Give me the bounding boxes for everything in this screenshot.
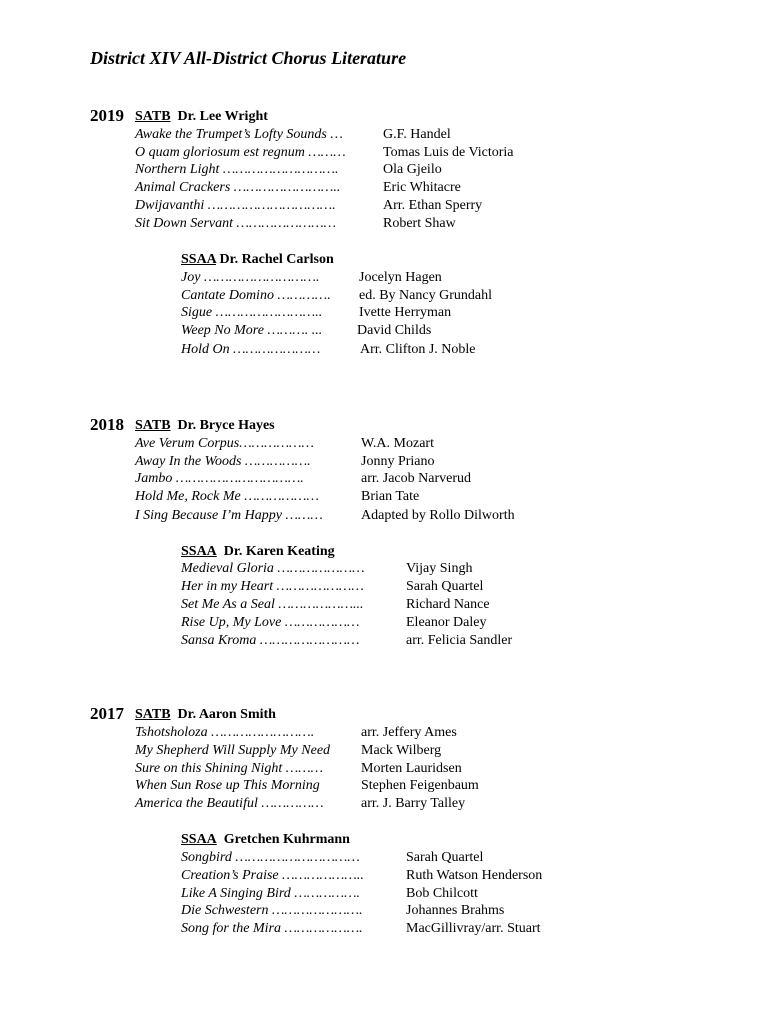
composer-name: Richard Nance — [406, 597, 490, 612]
piece-title: Die Schwestern …………………. — [181, 903, 363, 918]
piece-title: My Shepherd Will Supply My Need — [135, 743, 331, 758]
piece-title: Away In the Woods ……………. — [135, 454, 311, 469]
composer-name: Morten Lauridsen — [361, 761, 462, 776]
composer-name: arr. Jacob Narverud — [361, 471, 472, 486]
composer-name: Stephen Feigenbaum — [361, 778, 479, 793]
group-heading — [181, 832, 350, 848]
piece-title: Her in my Heart ………………… — [181, 579, 364, 594]
composer-name: David Childs — [357, 323, 432, 338]
voicing-label: SATB — [135, 109, 171, 124]
group-heading — [135, 707, 276, 723]
piece-title: Ave Verum Corpus……………… — [135, 436, 314, 451]
piece-title: Hold On ………………… — [181, 342, 321, 357]
composer-name: Tomas Luis de Victoria — [383, 145, 514, 160]
piece-title: Like A Singing Bird ……………. — [181, 886, 361, 901]
piece-title: Sigue …………………….. — [181, 305, 323, 320]
conductor-name: Dr. Aaron Smith — [177, 707, 276, 722]
composer-name: Arr. Ethan Sperry — [383, 198, 483, 213]
composer-name: arr. J. Barry Talley — [361, 796, 466, 811]
group-heading — [135, 418, 275, 434]
composer-name: Vijay Singh — [406, 561, 473, 576]
piece-title: Joy ………………………. — [181, 270, 320, 285]
composer-name: Eleanor Daley — [406, 615, 487, 630]
composer-name: Mack Wilberg — [361, 743, 442, 758]
piece-title: Song for the Mira ………………. — [181, 921, 363, 936]
piece-title: When Sun Rose up This Morning — [135, 778, 320, 793]
piece-title: America the Beautiful …………… — [135, 796, 324, 811]
composer-name: Eric Whitacre — [383, 180, 461, 195]
composer-name: Adapted by Rollo Dilworth — [361, 508, 515, 523]
conductor-name: Dr. Bryce Hayes — [177, 418, 275, 433]
composer-name: Robert Shaw — [383, 216, 456, 231]
voicing-label: SSAA — [181, 252, 217, 267]
piece-title: Sansa Kroma …………………… — [181, 633, 360, 648]
group-heading — [181, 252, 334, 268]
piece-title: Dwijavanthi …………………………. — [135, 198, 336, 213]
composer-name: Jocelyn Hagen — [359, 270, 442, 285]
composer-name: Sarah Quartel — [406, 850, 484, 865]
piece-title: Rise Up, My Love ……………… — [181, 615, 360, 630]
piece-title: Set Me As a Seal ………………... — [181, 597, 364, 612]
composer-name: arr. Jeffery Ames — [361, 725, 457, 740]
composer-name: Johannes Brahms — [406, 903, 505, 918]
page-title: District XIV All-District Chorus Literature — [90, 48, 407, 68]
composer-name: ed. By Nancy Grundahl — [359, 288, 492, 303]
group-heading — [135, 109, 268, 125]
piece-title: Hold Me, Rock Me ……………… — [135, 489, 319, 504]
composer-name: Brian Tate — [361, 489, 420, 504]
year-heading: 2018 — [90, 415, 124, 434]
group-heading — [181, 544, 335, 560]
conductor-name: Dr. Karen Keating — [223, 544, 335, 559]
year-heading: 2017 — [90, 704, 124, 723]
voicing-label: SSAA — [181, 544, 217, 559]
piece-title: Northern Light ………………………. — [135, 162, 339, 177]
piece-title: Animal Crackers …………………….. — [135, 180, 341, 195]
composer-name: Sarah Quartel — [406, 579, 484, 594]
composer-name: Bob Chilcott — [406, 886, 478, 901]
piece-title: Awake the Trumpet’s Lofty Sounds … — [135, 127, 343, 142]
piece-title: Tshotsholoza ……………………. — [135, 725, 315, 740]
year-heading: 2019 — [90, 106, 124, 125]
composer-name: Ruth Watson Henderson — [406, 868, 543, 883]
piece-title: Weep No More ………. ... — [181, 323, 323, 338]
conductor-name: Dr. Rachel Carlson — [219, 252, 334, 267]
piece-title: Sit Down Servant …………………… — [135, 216, 337, 231]
piece-title: Jambo …………………………. — [135, 471, 304, 486]
composer-name: MacGillivray/arr. Stuart — [406, 921, 541, 936]
piece-title: Songbird ………………………… — [181, 850, 360, 865]
conductor-name: Dr. Lee Wright — [177, 109, 268, 124]
piece-title: O quam gloriosum est regnum ……… — [135, 145, 346, 160]
composer-name: Ola Gjeilo — [383, 162, 442, 177]
composer-name: Jonny Priano — [361, 454, 435, 469]
composer-name: Arr. Clifton J. Noble — [360, 342, 476, 357]
voicing-label: SSAA — [181, 832, 217, 847]
piece-title: Creation’s Praise ……………….. — [181, 868, 364, 883]
voicing-label: SATB — [135, 418, 171, 433]
piece-title: Cantate Domino …………. — [181, 288, 331, 303]
piece-title: Sure on this Shining Night ……… — [135, 761, 324, 776]
piece-title: Medieval Gloria ………………… — [181, 561, 365, 576]
conductor-name: Gretchen Kuhrmann — [223, 832, 350, 847]
piece-title: I Sing Because I’m Happy ……… — [135, 508, 323, 523]
composer-name: W.A. Mozart — [361, 436, 434, 451]
composer-name: G.F. Handel — [383, 127, 451, 142]
composer-name: Ivette Herryman — [359, 305, 452, 320]
composer-name: arr. Felicia Sandler — [406, 633, 513, 648]
voicing-label: SATB — [135, 707, 171, 722]
